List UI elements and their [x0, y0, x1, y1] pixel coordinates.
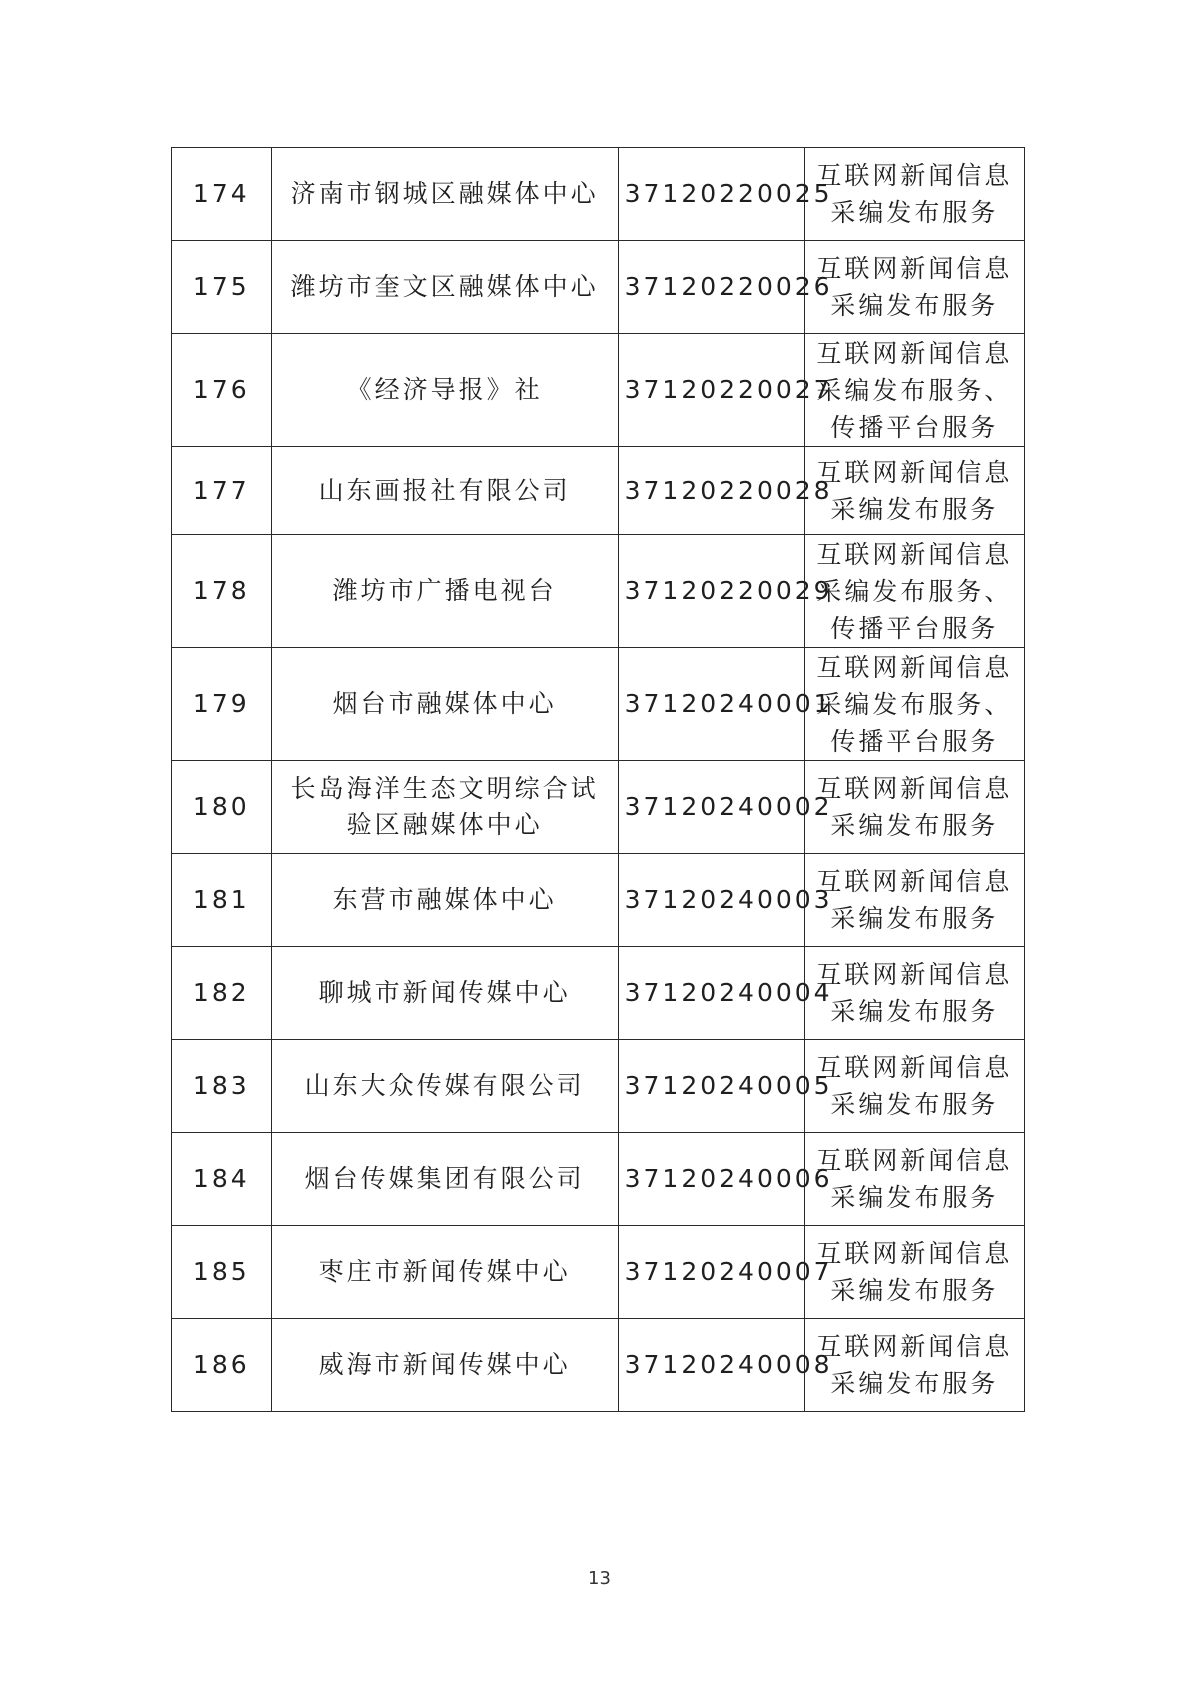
service-scope-line: 传播平台服务	[830, 613, 999, 643]
table-row	[172, 447, 1025, 535]
license-code-cell: 37120220025	[618, 148, 804, 241]
service-scope-line: 采编发布服务	[830, 291, 999, 320]
service-scope-line: 采编发布服务	[830, 997, 999, 1026]
service-scope-cell	[804, 148, 1024, 241]
service-scope-line: 互联网新闻信息	[816, 1332, 1013, 1361]
registry-table-body	[172, 148, 1025, 1412]
license-code-cell: 37120220027	[618, 334, 804, 447]
service-scope-line: 互联网新闻信息	[816, 539, 1013, 569]
service-scope-line: 互联网新闻信息	[816, 254, 1013, 283]
organization-name-cell: 潍坊市广播电视台	[271, 535, 618, 648]
row-number-cell: 181	[172, 854, 272, 947]
row-number-cell: 185	[172, 1226, 272, 1319]
row-number-cell: 180	[172, 761, 272, 854]
table-row	[172, 1226, 1025, 1319]
license-code-cell: 37120220028	[618, 447, 804, 535]
organization-name-cell: 烟台市融媒体中心	[271, 648, 618, 761]
service-scope-line: 互联网新闻信息	[816, 1053, 1013, 1082]
row-number-cell: 174	[172, 148, 272, 241]
row-number-cell: 175	[172, 241, 272, 334]
table-row	[172, 148, 1025, 241]
service-scope-line: 互联网新闻信息	[816, 652, 1013, 682]
service-scope-line: 采编发布服务	[830, 904, 999, 933]
service-scope-line: 互联网新闻信息	[816, 960, 1013, 989]
service-scope-cell	[804, 947, 1024, 1040]
organization-name-cell: 聊城市新闻传媒中心	[271, 947, 618, 1040]
license-code-cell: 37120220029	[618, 535, 804, 648]
license-code-cell: 37120240006	[618, 1133, 804, 1226]
table-row	[172, 1133, 1025, 1226]
table-row	[172, 854, 1025, 947]
service-scope-line: 采编发布服务	[830, 198, 999, 227]
organization-name-cell: 长岛海洋生态文明综合试验区融媒体中心	[271, 761, 618, 854]
service-scope-cell	[804, 1040, 1024, 1133]
service-scope-line: 互联网新闻信息	[816, 161, 1013, 190]
organization-name-cell: 山东大众传媒有限公司	[271, 1040, 618, 1133]
service-scope-line: 采编发布服务、	[816, 576, 1013, 606]
organization-name-cell: 威海市新闻传媒中心	[271, 1319, 618, 1412]
license-code-cell: 37120240007	[618, 1226, 804, 1319]
service-scope-line: 互联网新闻信息	[816, 1146, 1013, 1175]
organization-name-cell: 烟台传媒集团有限公司	[271, 1133, 618, 1226]
row-number-cell: 184	[172, 1133, 272, 1226]
organization-name-cell: 东营市融媒体中心	[271, 854, 618, 947]
service-scope-cell	[804, 241, 1024, 334]
service-scope-cell	[804, 854, 1024, 947]
service-scope-cell	[804, 648, 1024, 761]
service-scope-cell	[804, 1319, 1024, 1412]
service-scope-line: 互联网新闻信息	[816, 1239, 1013, 1268]
table-row	[172, 648, 1025, 761]
service-scope-line: 采编发布服务	[830, 1369, 999, 1398]
license-code-cell: 37120240003	[618, 854, 804, 947]
table-row	[172, 1319, 1025, 1412]
service-scope-line: 互联网新闻信息	[816, 457, 1013, 487]
table-row	[172, 334, 1025, 447]
table-row	[172, 241, 1025, 334]
license-code-cell: 37120240001	[618, 648, 804, 761]
table-row	[172, 1040, 1025, 1133]
service-scope-line: 传播平台服务	[830, 412, 999, 442]
service-scope-cell	[804, 447, 1024, 535]
license-code-cell: 37120240004	[618, 947, 804, 1040]
service-scope-cell	[804, 535, 1024, 648]
service-scope-line: 互联网新闻信息	[816, 867, 1013, 896]
service-scope-cell	[804, 1226, 1024, 1319]
row-number-cell: 178	[172, 535, 272, 648]
row-number-cell: 186	[172, 1319, 272, 1412]
table-row	[172, 535, 1025, 648]
service-scope-line: 采编发布服务	[830, 811, 999, 840]
service-scope-cell	[804, 1133, 1024, 1226]
license-code-cell: 37120240008	[618, 1319, 804, 1412]
organization-name-cell: 潍坊市奎文区融媒体中心	[271, 241, 618, 334]
license-code-cell: 37120220026	[618, 241, 804, 334]
row-number-cell: 182	[172, 947, 272, 1040]
row-number-cell: 177	[172, 447, 272, 535]
service-scope-cell	[804, 761, 1024, 854]
row-number-cell: 179	[172, 648, 272, 761]
service-scope-line: 采编发布服务	[830, 1183, 999, 1212]
organization-name-cell: 《经济导报》社	[271, 334, 618, 447]
organization-name-cell: 山东画报社有限公司	[271, 447, 618, 535]
organization-name-cell: 济南市钢城区融媒体中心	[271, 148, 618, 241]
service-scope-line: 采编发布服务	[830, 494, 999, 524]
license-code-cell: 37120240002	[618, 761, 804, 854]
service-scope-cell	[804, 334, 1024, 447]
service-scope-line: 互联网新闻信息	[816, 774, 1013, 803]
table-row	[172, 761, 1025, 854]
table-row	[172, 947, 1025, 1040]
service-scope-line: 传播平台服务	[830, 726, 999, 756]
service-scope-line: 采编发布服务	[830, 1276, 999, 1305]
organization-name-cell: 枣庄市新闻传媒中心	[271, 1226, 618, 1319]
service-scope-line: 采编发布服务	[830, 1090, 999, 1119]
page-number: 13	[588, 1568, 611, 1589]
row-number-cell: 183	[172, 1040, 272, 1133]
service-scope-line: 采编发布服务、	[816, 689, 1013, 719]
row-number-cell: 176	[172, 334, 272, 447]
license-code-cell: 37120240005	[618, 1040, 804, 1133]
service-scope-line: 互联网新闻信息	[816, 338, 1013, 368]
registry-table	[171, 147, 1025, 1412]
service-scope-line: 采编发布服务、	[816, 375, 1013, 405]
